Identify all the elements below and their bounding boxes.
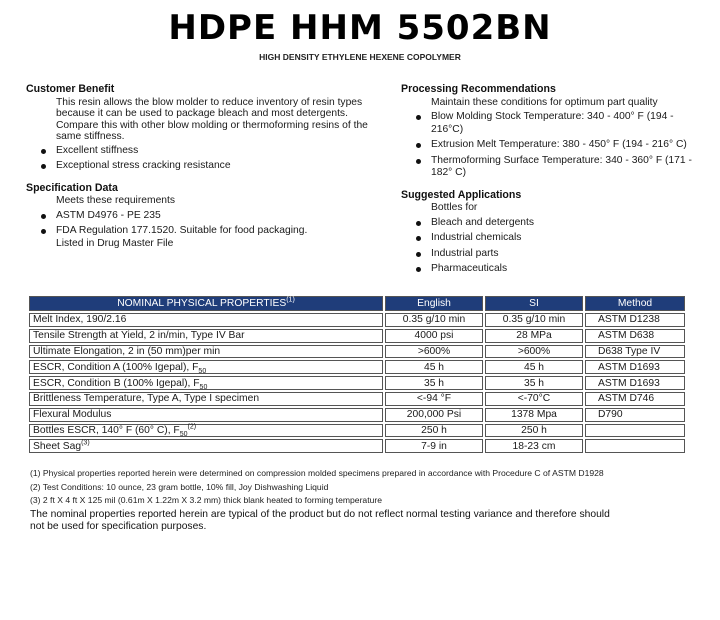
method-cell: [585, 439, 685, 453]
method-cell: [585, 424, 685, 438]
si-cell: 45 h: [485, 360, 583, 374]
footnotes: [30, 468, 620, 533]
applications-heading: Suggested Applications: [401, 188, 522, 201]
applications-intro: Bottles for: [431, 202, 478, 213]
english-cell: 4000 psi: [385, 329, 483, 343]
benefit-bullet: Excellent stiffness: [26, 145, 386, 158]
english-cell: 250 h: [385, 424, 483, 438]
table-row: [29, 329, 685, 343]
application-bullet: Bleach and detergents: [401, 217, 701, 230]
table-row: [29, 376, 685, 390]
method-cell: ASTM D1693: [585, 360, 685, 374]
benefit-bullet: Exceptional stress cracking resistance: [26, 160, 386, 173]
method-cell: ASTM D1238: [585, 313, 685, 327]
customer-benefit-heading: Customer Benefit: [26, 83, 115, 95]
si-cell: 18-23 cm: [485, 439, 583, 453]
method-cell: ASTM D638: [585, 329, 685, 343]
footnote: (2) Test Conditions: 10 ounce, 23 gram bottle, 10% fill, Joy Dishwashing Liquid: [30, 481, 329, 492]
si-cell: 0.35 g/10 min: [485, 313, 583, 327]
specification-data-heading: Specification Data: [26, 181, 118, 194]
method-cell: ASTM D746: [585, 392, 685, 406]
si-cell: >600%: [485, 345, 583, 359]
properties-table: [27, 294, 687, 455]
header-english: English: [385, 296, 483, 311]
specification-bullet: FDA Regulation 177.1520. Suitable for food packaging.: [26, 225, 386, 238]
specification-bullet: ASTM D4976 - PE 235: [26, 210, 386, 223]
property-cell: ESCR, Condition A (100% Igepal), $F_{50}$: [29, 360, 383, 374]
specification-bullet-continuation: Listed in Drug Master File: [56, 237, 174, 249]
english-cell: 7-9 in: [385, 439, 483, 453]
processing-bullet: Thermoforming Surface Temperature: 340 - 360° F (171 - 182° C): [401, 155, 701, 180]
table-row: [29, 408, 685, 422]
application-bullet: Pharmaceuticals: [401, 263, 701, 276]
header-method: Method: [585, 296, 685, 311]
property-cell: Flexural Modulus: [29, 408, 383, 422]
property-cell: Brittleness Temperature, Type A, Type I specimen: [29, 392, 383, 406]
method-cell: D790: [585, 408, 685, 422]
table-row: [29, 424, 685, 438]
property-cell: Bottles ESCR, 140° F (60° C), $F_{50}^{(2)}$: [29, 424, 383, 438]
footnote: (3) 2 ft X 4 ft X 125 mil (0.61m X 1.22m X 3.2 mm) thick blank heated to forming temperature: [30, 495, 383, 505]
application-bullet: Industrial parts: [401, 248, 701, 261]
english-cell: 0.35 g/10 min: [385, 313, 483, 327]
si-cell: 1378 Mpa: [485, 408, 583, 422]
method-cell: ASTM D1693: [585, 376, 685, 390]
footnote: (1) Physical properties reported herein were determined on compression molded specimens prepared in accordance with Procedure C of ASTM D1928: [30, 468, 604, 478]
property-cell: Sheet Sag$^{(3)}$: [29, 439, 383, 453]
method-cell: D638 Type IV: [585, 345, 685, 359]
processing-intro: Maintain these conditions for optimum part quality: [431, 96, 658, 108]
left-column: [26, 83, 386, 253]
application-bullet: Industrial chemicals: [401, 232, 701, 245]
table-row: [29, 392, 685, 406]
english-cell: <-94 °F: [385, 392, 483, 406]
disclaimer: The nominal properties reported herein are typical of the product but do not reflect normal testing variance and therefore should not be used for specification purposes.: [30, 508, 610, 532]
english-cell: 200,000 Psi: [385, 408, 483, 422]
property-cell: Tensile Strength at Yield, 2 in/min, Type IV Bar: [29, 329, 383, 343]
header-property: NOMINAL PHYSICAL PROPERTIES$^{(1)}$: [29, 296, 383, 311]
si-cell: 35 h: [485, 376, 583, 390]
processing-bullet: Extrusion Melt Temperature: 380 - 450° F (194 - 216° C): [401, 139, 701, 152]
table-row: [29, 439, 685, 453]
property-cell: ESCR, Condition B (100% Igepal), $F_{50}$: [29, 376, 383, 390]
si-cell: 250 h: [485, 424, 583, 438]
specification-intro: Meets these requirements: [56, 195, 176, 207]
english-cell: 45 h: [385, 360, 483, 374]
table-row: [29, 360, 685, 374]
si-cell: 28 MPa: [485, 329, 583, 343]
si-cell: <-70°C: [485, 392, 583, 406]
property-cell: Melt Index, 190/2.16: [29, 313, 383, 327]
table-row: [29, 345, 685, 359]
english-cell: 35 h: [385, 376, 483, 390]
processing-bullet: Blow Molding Stock Temperature: 340 - 400° F (194 - 216°C): [401, 111, 701, 136]
document-subtitle: HIGH DENSITY ETHYLENE HEXENE COPOLYMER: [259, 52, 461, 62]
property-cell: Ultimate Elongation, 2 in (50 mm)per min: [29, 345, 383, 359]
document-title: HDPE HHM 5502BN: [168, 8, 552, 48]
customer-benefit-paragraph: This resin allows the blow molder to reduce inventory of resin types because it can be used to package bleach and most detergents. Compare this with other blow molding or thermoforming resins of the same stiffness.: [56, 96, 368, 143]
processing-heading: Processing Recommendations: [401, 83, 556, 95]
table-header-row: [29, 296, 685, 311]
right-column: [401, 83, 701, 279]
header-si: SI: [485, 296, 583, 311]
english-cell: >600%: [385, 345, 483, 359]
table-row: [29, 313, 685, 327]
